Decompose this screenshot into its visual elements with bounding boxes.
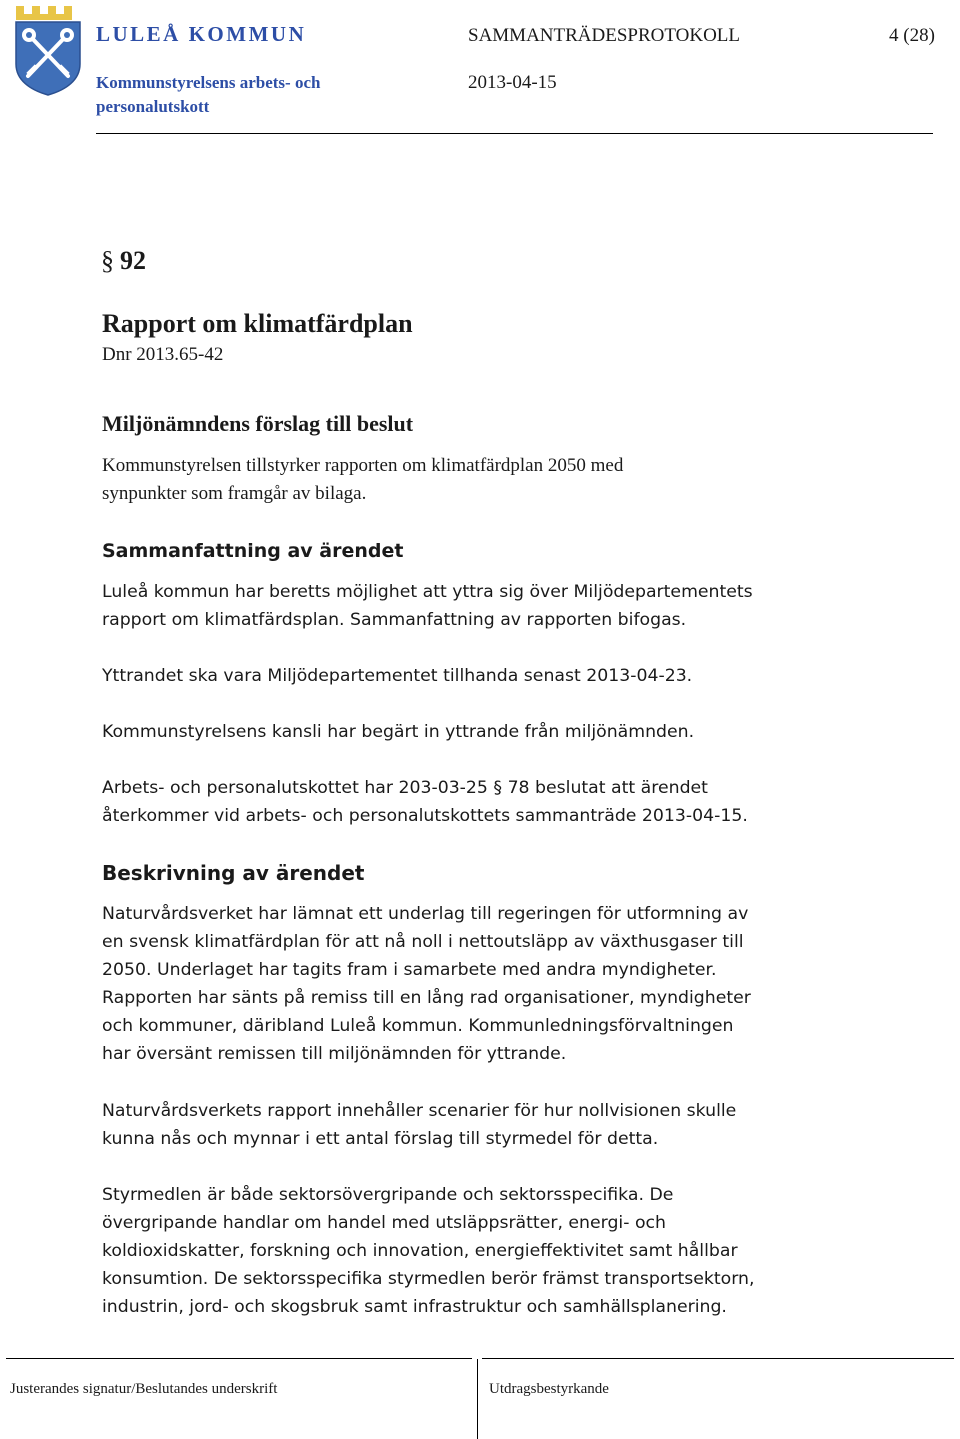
- description-heading: Beskrivning av ärendet: [102, 861, 365, 885]
- page-number: 4 (28): [889, 25, 935, 46]
- document-type: SAMMANTRÄDESPROTOKOLL: [468, 25, 741, 46]
- description-line: kunna nås och mynnar i ett antal förslag till styrmedel för detta.: [102, 1129, 659, 1149]
- case-dnr: Dnr 2013.65-42: [102, 344, 224, 365]
- paragraph-number: [101, 246, 146, 276]
- organization-name: LULEÅ KOMMUN: [96, 22, 307, 46]
- footer-divider-right: [482, 1358, 954, 1359]
- proposal-heading: Miljönämndens förslag till beslut: [102, 411, 414, 436]
- summary-paragraph-3: Kommunstyrelsens kansli har begärt in yttrande från miljönämnden.: [102, 722, 695, 742]
- paragraph-number-value: 92: [120, 246, 146, 275]
- summary-heading: Sammanfattning av ärendet: [102, 540, 404, 562]
- summary-text: 78 beslutat att ärendet: [507, 778, 708, 798]
- paragraph-symbol: §: [493, 778, 503, 798]
- description-line: Naturvårdsverkets rapport innehåller scenarier för hur nollvisionen skulle: [102, 1101, 737, 1121]
- description-line: konsumtion. De sektorsspecifika styrmedlen berör främst transportsektorn,: [102, 1269, 755, 1289]
- footer-column-separator: [477, 1359, 478, 1439]
- description-line: koldioxidskatter, forskning och innovation, energieffektivitet samt hållbar: [102, 1241, 738, 1261]
- description-line: övergripande handlar om handel med utsläppsrätter, energi- och: [102, 1213, 666, 1233]
- summary-line: rapport om klimatfärdsplan. Sammanfattning av rapporten bifogas.: [102, 610, 687, 630]
- description-line: en svensk klimatfärdplan för att nå noll i nettoutsläpp av växthusgaser till: [102, 932, 744, 952]
- header-divider: [96, 133, 933, 134]
- description-line: och kommuner, däribland Luleå kommun. Kommunledningsförvaltningen: [102, 1016, 734, 1036]
- summary-line: återkommer vid arbets- och personalutskottets sammanträde 2013-04-15.: [102, 806, 748, 826]
- summary-paragraph-2: Yttrandet ska vara Miljödepartementet tillhanda senast 2013-04-23.: [102, 666, 693, 686]
- summary-line: [102, 774, 822, 802]
- proposal-text: [102, 452, 802, 508]
- description-line: Rapporten har sänts på remiss till en lång rad organisationer, myndigheter: [102, 988, 751, 1008]
- paragraph-symbol: §: [101, 246, 114, 275]
- description-line: Styrmedlen är både sektorsövergripande och sektorsspecifika. De: [102, 1185, 674, 1205]
- description-line: 2050. Underlaget har tagits fram i samarbete med andra myndigheter.: [102, 960, 717, 980]
- case-title: Rapport om klimatfärdplan: [102, 309, 413, 338]
- meeting-date: 2013-04-15: [468, 72, 557, 93]
- proposal-line: Kommunstyrelsen tillstyrker rapporten om klimatfärdplan 2050 med: [102, 455, 624, 476]
- description-line: Naturvårdsverket har lämnat ett underlag till regeringen för utformning av: [102, 904, 749, 924]
- description-paragraph-2: [102, 1097, 822, 1153]
- footer-divider-left: [6, 1358, 472, 1359]
- committee-name: Kommunstyrelsens arbets- och personalutskott: [96, 73, 321, 116]
- description-paragraph-1: [102, 900, 822, 1068]
- municipality-crest-icon: [12, 4, 84, 96]
- proposal-line: synpunkter som framgår av bilaga.: [102, 483, 367, 504]
- summary-paragraph-4: [102, 774, 822, 830]
- description-paragraph-3: [102, 1181, 822, 1321]
- summary-paragraph-1: [102, 578, 822, 634]
- description-line: industrin, jord- och skogsbruk samt infrastruktur och samhällsplanering.: [102, 1297, 727, 1317]
- description-line: har översänt remissen till miljönämnden för yttrande.: [102, 1044, 567, 1064]
- extract-certification-label: Utdragsbestyrkande: [489, 1381, 609, 1397]
- summary-text: Arbets- och personalutskottet har 203-03-25: [102, 778, 488, 798]
- signature-label: Justerandes signatur/Beslutandes underskrift: [10, 1381, 278, 1397]
- summary-line: Luleå kommun har beretts möjlighet att yttra sig över Miljödepartementets: [102, 582, 753, 602]
